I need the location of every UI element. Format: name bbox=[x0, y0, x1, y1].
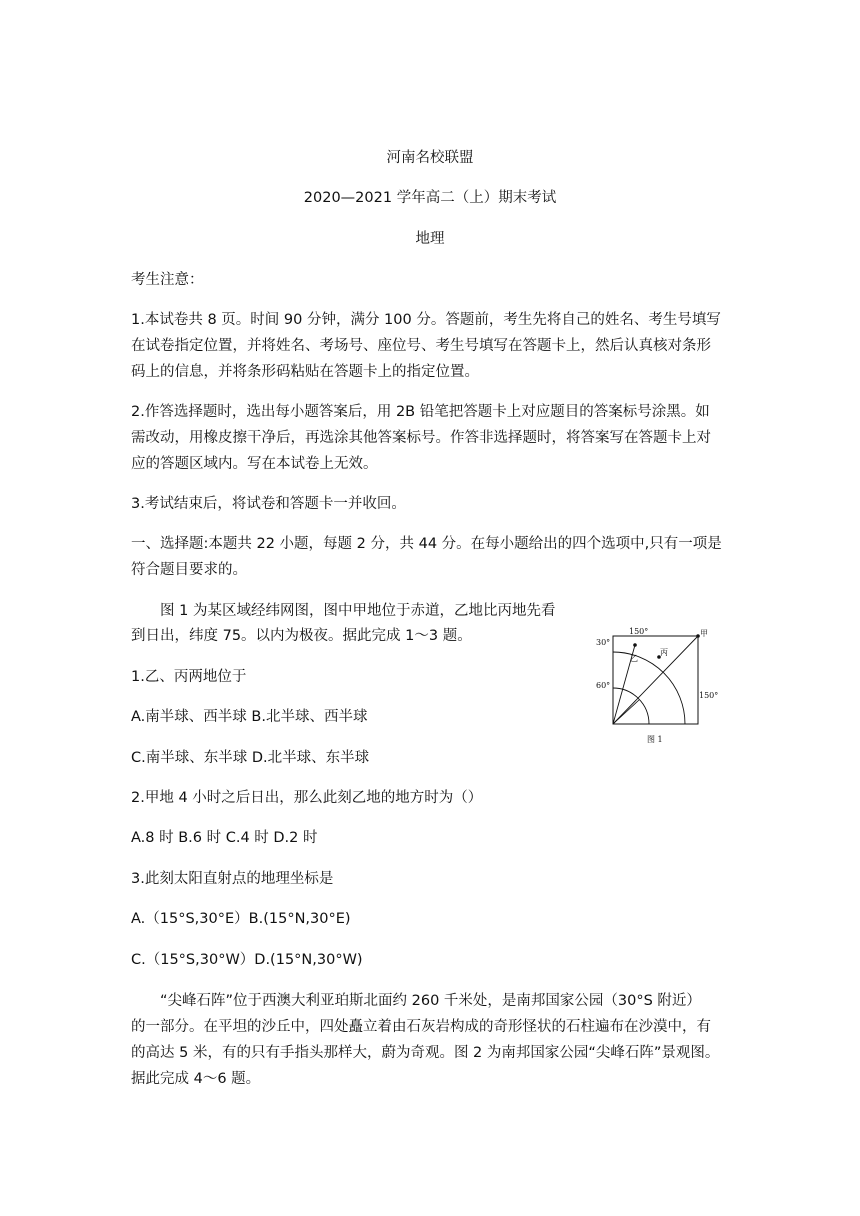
label-150-top: 150° bbox=[629, 627, 649, 636]
notice-item1-line3: 码上的信息，并将条形码粘贴在答题卡上的指定位置。 bbox=[131, 364, 479, 380]
notice-title: 考生注意： bbox=[131, 272, 204, 288]
q3-options-ab: A.（15°S,30°E）B.(15°N,30°E) bbox=[131, 911, 351, 927]
notice-item1-line1: 1.本试卷共 8 页。时间 90 分钟，满分 100 分。答题前，考生先将自己的姓名、考生号填写 bbox=[131, 312, 721, 328]
q3-text: 3.此刻太阳直射点的地理坐标是 bbox=[131, 871, 334, 887]
group2-stem-line1: “尖峰石阵”位于西澳大利亚珀斯北面约 260 千米处，是南邦国家公园（30°S 附近） bbox=[160, 993, 701, 1009]
q2-options: A.8 时 B.6 时 C.4 时 D.2 时 bbox=[131, 830, 318, 846]
notice-item2-line1: 2.作答选择题时，选出每小题答案后，用 2B 铅笔把答题卡上对应题目的答案标号涂黑。如 bbox=[131, 404, 710, 420]
q1-options-cd: C.南半球、东半球 D.北半球、东半球 bbox=[131, 750, 370, 766]
group2-stem-line2: 的一部分。在平坦的沙丘中，四处矗立着由石灰岩构成的奇形怪状的石柱遍布在沙漠中，有 bbox=[131, 1019, 711, 1035]
exam-title: 2020—2021 学年高二（上）期末考试 bbox=[303, 190, 557, 206]
point-yi bbox=[633, 643, 637, 647]
label-60: 60° bbox=[596, 681, 611, 690]
q1-options-ab: A.南半球、西半球 B.北半球、西半球 bbox=[131, 709, 368, 725]
notice-item2-line2: 需改动，用橡皮擦干净后，再选涂其他答案标号。作答非选择题时，将答案写在答题卡上对 bbox=[131, 430, 711, 446]
section1-intro-line2: 符合题目要求的。 bbox=[131, 562, 247, 578]
label-jia: 甲 bbox=[700, 629, 708, 638]
q2-text: 2.甲地 4 小时之后日出，那么此刻乙地的地方时为（） bbox=[131, 790, 483, 806]
group1-stem-line1: 图 1 为某区域经纬网图，图中甲地位于赤道，乙地比丙地先看 bbox=[160, 603, 556, 619]
notice-item1-line2: 在试卷指定位置，并将姓名、考场号、座位号、考生号填写在答题卡上，然后认真核对条形 bbox=[131, 338, 711, 354]
group2-stem-line3: 的高达 5 米，有的只有手指头那样大，蔚为奇观。图 2 为南邦国家公园“尖峰石阵”景观图。 bbox=[131, 1045, 720, 1061]
meridian-left bbox=[613, 700, 639, 724]
q1-text: 1.乙、丙两地位于 bbox=[131, 669, 247, 685]
label-150-right: 150° bbox=[699, 691, 719, 700]
label-bing: 丙 bbox=[660, 648, 668, 657]
label-yi: 乙 bbox=[630, 654, 638, 663]
meridian-to-jia bbox=[613, 636, 698, 724]
group2-stem-line4: 据此完成 4～6 题。 bbox=[131, 1071, 261, 1087]
figure-caption: 图 1 bbox=[647, 735, 663, 744]
group1-stem-line2: 到日出，纬度 75。以内为极夜。据此完成 1～3 题。 bbox=[131, 628, 472, 644]
notice-item3: 3.考试结束后，将试卷和答题卡一并收回。 bbox=[131, 496, 406, 512]
org-title: 河南名校联盟 bbox=[386, 150, 474, 166]
figure-1-graticule bbox=[592, 624, 722, 749]
q3-options-cd: C.（15°S,30°W）D.(15°N,30°W) bbox=[131, 952, 363, 968]
label-30: 30° bbox=[596, 638, 611, 647]
notice-item2-line3: 应的答题区域内。写在本试卷上无效。 bbox=[131, 456, 378, 472]
subject-title: 地理 bbox=[415, 231, 445, 247]
section1-intro-line1: 一、选择题:本题共 22 小题，每题 2 分，共 44 分。在每小题给出的四个选项中,只有一项是 bbox=[131, 536, 722, 552]
graticule-diagram bbox=[592, 624, 722, 749]
